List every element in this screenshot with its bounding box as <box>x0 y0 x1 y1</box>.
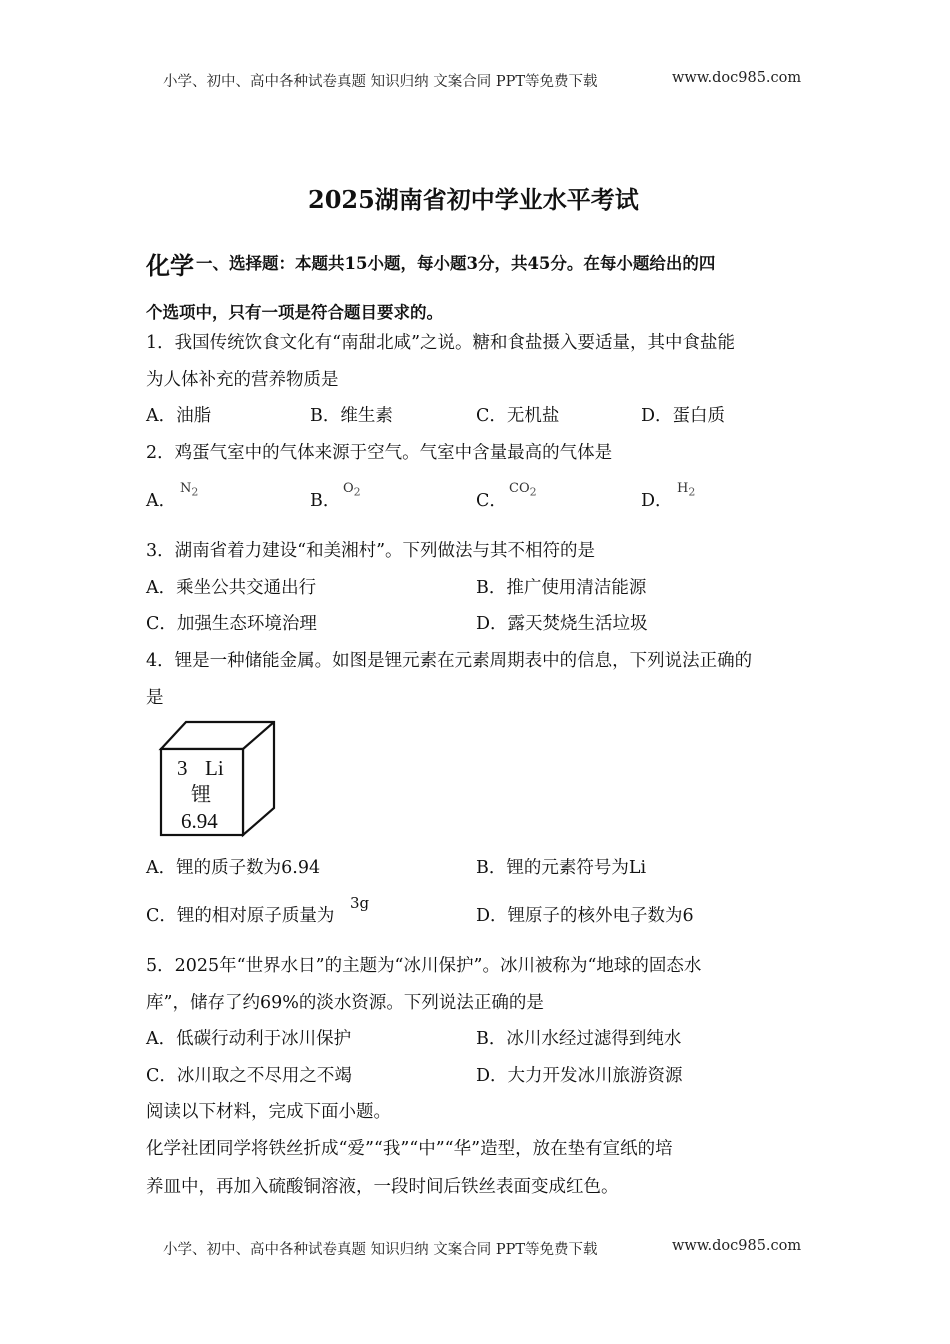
element-name: 锂 <box>191 782 211 806</box>
reading-intro: 阅读以下材料，完成下面小题。 <box>146 1102 391 1122</box>
q4-option-a: A．锂的质子数为6.94 <box>146 858 321 878</box>
q4-option-b: B．锂的元素符号为Li <box>476 858 647 878</box>
q2-option-d: D． <box>641 491 673 511</box>
q2-stem: 2．鸡蛋气室中的气体来源于空气。气室中含量最高的气体是 <box>146 443 613 463</box>
q5-option-b: B．冰川水经过滤得到纯水 <box>476 1029 682 1049</box>
lithium-element-card <box>155 718 280 840</box>
header-text: 小学、初中、高中各种试卷真题 知识归纳 文案合同 PPT等免费下载 <box>163 74 598 90</box>
q4-option-c-superscript: 3g <box>350 894 370 912</box>
q2-formula-a: $N_2$ <box>180 481 199 499</box>
q4-option-c: C．锂的相对原子质量为 <box>146 906 335 926</box>
q3-stem: 3．湖南省着力建设“和美湘村”。下列做法与其不相符的是 <box>146 541 596 561</box>
subject-label: 化学 <box>146 251 194 280</box>
element-number: 3 <box>177 756 188 780</box>
q5-stem-line1: 5．2025年“世界水日”的主题为“冰川保护”。冰川被称为“地球的固态水 <box>146 956 702 976</box>
element-symbol: Li <box>205 756 224 780</box>
q2-formula-c: $CO_2$ <box>509 481 537 499</box>
page-title: 2025湖南省初中学业水平考试 <box>308 185 639 214</box>
reading-text-line2: 养皿中，再加入硫酸铜溶液，一段时间后铁丝表面变成红色。 <box>146 1177 619 1197</box>
q1-option-c: C．无机盐 <box>476 406 560 426</box>
q2-option-b: B． <box>310 491 341 511</box>
q3-option-d: D．露天焚烧生活垃圾 <box>476 614 648 634</box>
q1-option-b: B．维生素 <box>310 406 393 426</box>
section-heading-line1: 一、选择题：本题共15小题，每小题3分，共45分。在每小题给出的四 <box>196 254 716 273</box>
q3-option-c: C．加强生态环境治理 <box>146 614 317 634</box>
q2-option-c: C． <box>476 491 507 511</box>
q1-stem-line1: 1．我国传统饮食文化有“南甜北咸”之说。糖和食盐摄入要适量，其中食盐能 <box>146 333 736 353</box>
q5-option-a: A．低碳行动利于冰川保护 <box>146 1029 352 1049</box>
q3-option-b: B．推广使用清洁能源 <box>476 578 647 598</box>
footer-text: 小学、初中、高中各种试卷真题 知识归纳 文案合同 PPT等免费下载 <box>163 1242 598 1258</box>
q1-option-d: D．蛋白质 <box>641 406 726 426</box>
q4-stem-line2: 是 <box>146 688 164 708</box>
q2-formula-b: $O_2$ <box>343 481 361 499</box>
q4-option-d: D．锂原子的核外电子数为6 <box>476 906 694 926</box>
q3-option-a: A．乘坐公共交通出行 <box>146 578 317 598</box>
header-url[interactable]: www.doc985.com <box>672 70 802 86</box>
q4-stem-line1: 4．锂是一种储能金属。如图是锂元素在元素周期表中的信息，下列说法正确的 <box>146 651 753 671</box>
q5-option-d: D．大力开发冰川旅游资源 <box>476 1066 683 1086</box>
q5-stem-line2: 库”，储存了约69%的淡水资源。下列说法正确的是 <box>146 993 544 1013</box>
q1-option-a: A．油脂 <box>146 406 212 426</box>
footer-url[interactable]: www.doc985.com <box>672 1238 802 1254</box>
element-mass: 6.94 <box>181 809 218 833</box>
q2-option-a: A． <box>146 491 177 511</box>
q2-formula-d: $H_2$ <box>677 481 696 499</box>
reading-text-line1: 化学社团同学将铁丝折成“爱”“我”“中”“华”造型，放在垫有宣纸的培 <box>146 1139 673 1159</box>
section-heading-line2: 个选项中，只有一项是符合题目要求的。 <box>146 303 443 322</box>
q1-stem-line2: 为人体补充的营养物质是 <box>146 370 339 390</box>
q5-option-c: C．冰川取之不尽用之不竭 <box>146 1066 352 1086</box>
